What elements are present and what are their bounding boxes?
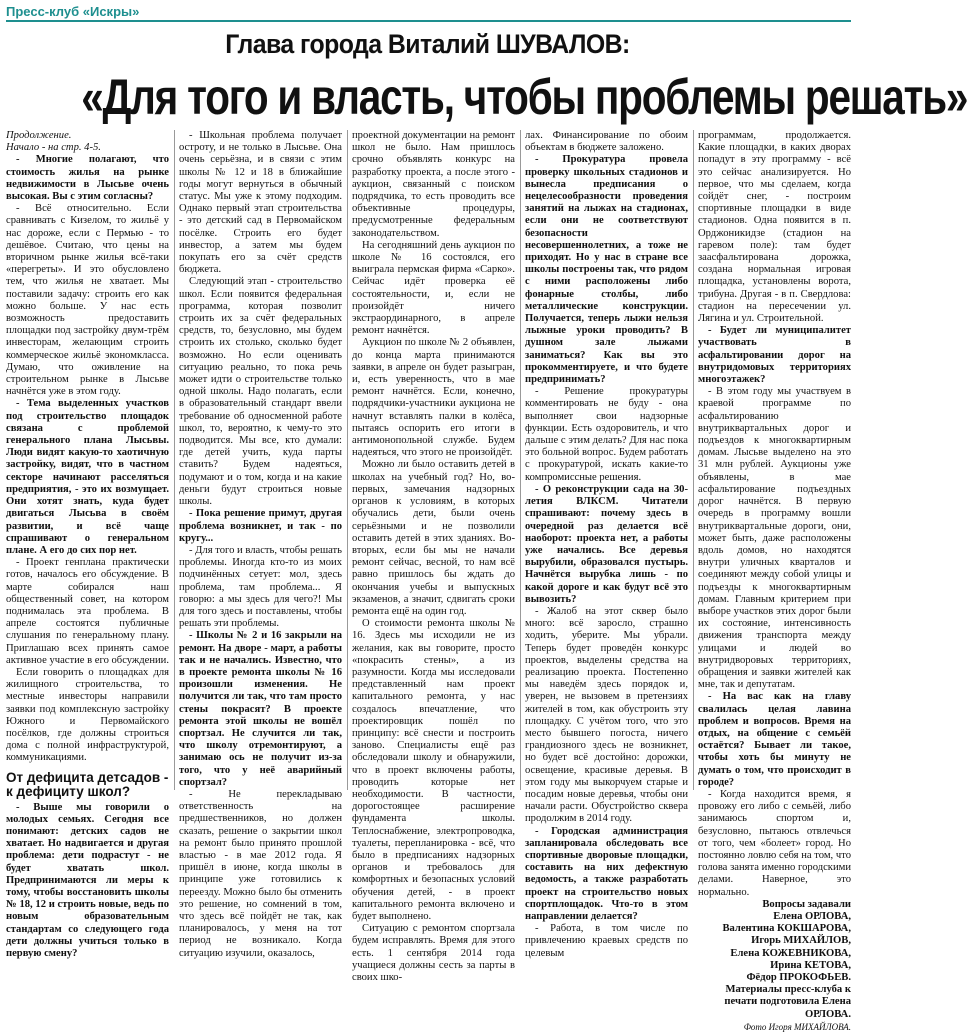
paragraph: Вопросы задавали bbox=[762, 898, 851, 910]
article-column-4 bbox=[525, 130, 688, 959]
article-column-3 bbox=[352, 130, 515, 984]
article-column-1 bbox=[6, 130, 169, 959]
article-kicker: Глава города Виталий ШУВАЛОВ: bbox=[225, 29, 630, 59]
paragraph: - Всё относительно. Если сравнивать с Кизелом, то жильё у нас дороже, если с Пермью - то дешёвое. Считаю, что цены на вторичном рынке жилья всё-таки «перегреты». И это обусловлено тем, что жилья не хватает. Мы поставили задачу: строить его как можно больше. У нас есть возможность предоставить площадки под застройку двум-трём инвесторам, желающим строить коммерческое жильё экономкласса. Думаю, что оживление на строительном рынке в Лысьве начнётся уже в этом году. bbox=[6, 203, 169, 398]
paragraph: Аукцион по школе № 2 объявлен, до конца марта принимаются заявки, в апреле он будет разыгран, и, есть уверенность, что в мае ремонт начнётся. Если, конечно, подрядчики-участники аукциона не начнут вставлять палки в колёса, пытаясь оспорить его итоги в антимонопольной службе. Будем надеяться, что этого не произойдёт. bbox=[352, 337, 515, 459]
article-headline: «Для того и власть, чтобы проблемы решать» bbox=[81, 69, 967, 125]
paragraph: Ситуацию с ремонтом спортзала будем исправлять. Время для этого есть. 1 сентября 2014 года учащиеся должны сесть за парты в своих шко- bbox=[352, 923, 515, 984]
paragraph: Фёдор ПРОКОФЬЕВ. bbox=[746, 972, 851, 984]
paragraph: Следующий этап - строительство школ. Если появится федеральная программа, которая позволит строить их за счёт федеральных средств, то, безусловно, мы будем строить их столько, сколько будет возможно. Но если оценивать ситуацию реально, то пока речь может идти о строительстве только одной школы. Надо полагать, если в образовательный стандарт ввели требование об односменной работе школ, то, вероятно, к чему-то это подводится. Мы все, кто думали: где детей учить, куда парты ставить? Будем надеяться, подумают и о том, когда и на какие деньги будут строиться новые школы. bbox=[179, 276, 342, 508]
column-rule bbox=[520, 130, 521, 790]
question-paragraph: - Тема выделенных участков под строительство площадок связана с проблемой генерального плана Лысьвы. Люди видят какую-то хаотичную застройку, видят, что в частном секторе начинают расселяться предприятия, - это их возмущает. Они хотят знать, куда будет двигаться Лысьва в своём развитии, и всё чаще спрашивают о генеральном плане. А его до сих пор нет. bbox=[6, 398, 169, 556]
question-paragraph: - На вас как на главу свалилась целая лавина проблем и вопросов. Время на отдых, на общение с семьёй остаётся? Бывает ли такое, чтобы хоть бы минуту не думать о том, что происходит в городе? bbox=[698, 691, 851, 788]
subheading: От дефицита детсадов - к дефициту школ? bbox=[6, 769, 169, 799]
paragraph: программам, продолжается. Какие площадки, в каких дворах попадут в эту программу - всё это сейчас анализируется. Но первое, что мы сделаем, когда сойдёт снег, - построим спортивные площадки в виде стадионов. Одна появится в п. Орджоникидзе (стадион на гаревом поле): там будет заасфальтирована дорожка, создана нормальная игровая площадка, установлены ворота, трибуна. Другая - в п. Свердлова: стадион на пересечении ул. Лягина и ул. Строительной. bbox=[698, 130, 851, 325]
paragraph: Елена КОЖЕВНИКОВА, bbox=[730, 947, 851, 959]
paragraph: Фото Игоря МИХАЙЛОВА. bbox=[743, 1021, 851, 1032]
question-paragraph: - Прокуратура провела проверку школьных стадионов и вынесла предписания о нецелесообразности проведения занятий на лыжах на стадионах, если они не соответствуют безопасности несовершеннолетних, а тоже не приходят. Но у нас в стране все школы построены так, что рядом с ними расположены либо фонарные столбы, либо металлические конструкции. Получается, теперь лыжи нельзя лыжные уроки проводить? В душном зале лыжами заниматься? Как вы это прокомментируете, и что будете предпринимать? bbox=[525, 154, 688, 386]
paragraph: лах. Финансирование по обоим объектам в бюджете заложено. bbox=[525, 130, 688, 154]
column-rule bbox=[693, 130, 694, 790]
paragraph: Продолжение. bbox=[6, 130, 72, 141]
question-paragraph: - Школы № 2 и 16 закрыли на ремонт. На дворе - март, а работы так и не начались. Известно, что в проекте ремонта школы № 16 произошли изменения. Не получится ли так, что там просто стены покрасят? В проекте ремонта этой школы не вошёл спортзал. Не случится ли так, что школу отремонтируют, а занимаю ось не получит из-за того, что у неё аварийный спортзал? bbox=[179, 630, 342, 788]
question-paragraph: - Городская администрация запланировала обследовать все спортивные дворовые площадки, составить на них дефектную ведомость, а также разработать проект на строительство новых спортплощадок. Что-то в этом направлении делается? bbox=[525, 825, 688, 922]
question-paragraph: - О реконструкции сада на 30-летия ВЛКСМ. Читатели спрашивают: почему здесь в очередной раз делается всё наоборот: проекта нет, а работы уже начались. Все деревья вырубили, образовался пустырь. Начнётся вырубка лишь - по какой дороге и как будут всё это вывозить? bbox=[525, 483, 688, 605]
paragraph: Елена ОРЛОВА, bbox=[773, 911, 851, 922]
paragraph: Материалы пресс-клуба к печати подготовила Елена ОРЛОВА. bbox=[724, 984, 851, 1020]
question-paragraph: - Многие полагают, что стоимость жилья на рынке недвижимости в Лысьве очень высокая. Вы с этим согласны? bbox=[6, 154, 169, 203]
paragraph: Начало - на стр. 4-5. bbox=[6, 142, 101, 154]
article-body bbox=[6, 130, 851, 1032]
paragraph: проектной документации на ремонт школ не было. Нам пришлось срочно объявлять конкурс на разработку проекта, а после этого - аукцион, связанный с поиском подрядчика, то есть проводить все объективные процедуры, предусмотренные федеральным законодательством. bbox=[352, 130, 515, 239]
paragraph: - Работа, в том числе по привлечению краевых средств по целевым bbox=[525, 923, 688, 959]
column-rule bbox=[174, 130, 175, 790]
question-paragraph: - Пока решение примут, другая проблема возникнет, и так - по кругу... bbox=[179, 508, 342, 544]
paragraph: - В этом году мы участвуем в краевой программе по асфальтированию внутриквартальных дорог и подъездов к многоквартирным домам. Лысьве выделено на это 31 млн рублей. Аукционы уже объявлены, в мае асфальтирование подъездных дорог начнётся. В первую очередь в программу вошли внутриквартальные дороги, они, может быть, даже расположены вдоль домов, но находятся внутри уличных кварталов и соединяют между собой улицы и подъезды к многоквартирным домам. Главным критерием при выборе участков этих дорог были их состояние, интенсивность движения транспорта между улицами и людей во внутридворовых территориях, обращения и заявки жителей как мне, так и депутатам. bbox=[698, 386, 851, 691]
paragraph: - Проект генплана практически готов, началось его обсуждение. В марте собирался наш общественный совет, на котором поднималась эта проблема. В апреле состоятся публичные слушания по генеральному плану. Приглашаю всех принять самое активное участие в его обсуждении. bbox=[6, 557, 169, 666]
paragraph: - Когда находится время, я провожу его либо с семьёй, либо занимаюсь спортом и, безусловно, пытаюсь отвлечься от того, чем «болеет» город. Но постоянно ловлю себя на том, что голова занята именно городскими делами. Наверное, это нормально. bbox=[698, 788, 851, 898]
column-rule bbox=[347, 130, 348, 790]
paragraph: Если говорить о площадках для жилищного строительства, то местные инвесторы направили заявки под комплексную застройку Южного и Первомайского посёлков, где должны строиться дома с полной инфраструктурой, коммуникациями. bbox=[6, 666, 169, 764]
paragraph: Можно ли было оставить детей в школах на учебный год? Но, во-первых, замечания надзорных органов к условиям, в которых обучались дети, были очень серьёзными и не позволили оставить детей в этих зданиях. Во-вторых, если бы мы не начали ремонт сейчас, весной, то нам всё равно пришлось бы ждать до окончания учебы и выпускных экзаменов, а значит, сдвигать сроки ремонта ещё на один год. bbox=[352, 459, 515, 617]
paragraph: Ирина КЕТОВА, bbox=[770, 959, 851, 971]
question-paragraph: - Будет ли муниципалитет участвовать в асфальтировании дорог на внутридомовых территориях многоэтажек? bbox=[698, 325, 851, 386]
paragraph: Валентина КОКШАРОВА, bbox=[722, 923, 851, 935]
paragraph: - Решение прокуратуры комментировать не буду - она выполняет свои надзорные функции. Есть оздоровитель, и что дальше с этим делать? Для нас пока это больной вопрос. Будем работать с прокуратурой, искать какие-то компромиссные решения. bbox=[525, 386, 688, 483]
paragraph: На сегодняшний день аукцион по школе № 16 состоялся, его выиграла пермская фирма «Сарко». Сейчас идёт проверка её состоятельности, и, если не произойдёт ничего экстраординарного, в апреле ремонт начнётся. bbox=[352, 239, 515, 337]
paragraph: - Для того и власть, чтобы решать проблемы. Иногда кто-то из моих подчинённых сетует: мол, здесь проблема, там проблема... Я говорю: а мы здесь для чего?! Мы для того здесь и поставлены, чтобы решать эти проблемы. bbox=[179, 544, 342, 630]
paragraph: Игорь МИХАЙЛОВ, bbox=[751, 935, 851, 947]
section-label: Пресс-клуб «Искры» bbox=[6, 4, 851, 22]
paragraph: - Жалоб на этот сквер было много: всё заросло, страшно ходить, уберите. Мы убрали. Теперь будет проведён конкурс проектов, выделены средства на реализацию проекта. Постепенно мы наведём здесь порядок и, уверен, не вызовем в претензиях жителей в том, как обустроить эту площадку. С учётом того, что это место бывшего погоста, ничего грандиозного здесь не возникнет, но будет всё достойно: дорожки, освещение, красивые деревья. В этом году мы выкорчуем старые и посадим новые деревья, чтобы они начали расти. Обустройство сквера продолжим в 2014 году. bbox=[525, 605, 688, 825]
paragraph: - Не перекладываю ответственность на предшественников, но должен сказать, решение о закрытии школ на ремонт было принято прошлой властью - в мае 2012 года. Я пришёл в июне, когда школы в принципе уже готовились к переезду. Можно было бы отменить это решение, но сомнений в том, что здесь всё пойдёт не так, как планировалось, у меня на тот период не возникало. Когда ситуацию изучили, оказалось, bbox=[179, 788, 342, 959]
paragraph: - Школьная проблема получает остроту, и не только в Лысьве. Она очень серьёзна, и в связи с этим школы № 12 и 18 в ближайшие годы могут вернуться в обычный статус. Мы уже к этому подходим. Однако первый этап строительства - это детский сад в Первомайском посёлке. Строить его будет инвестор, а затем мы будем покупать его за счёт средств бюджета. bbox=[179, 130, 342, 276]
question-paragraph: - Выше мы говорили о молодых семьях. Сегодня все понимают: детских садов не хватает. Но надвигается и другая проблема: дети подрастут - не будет хватать школ. Предпринимаются ли меры к тому, чтобы восстановить школы № 18, 12 и строить новые, ведь по новым образовательным стандартам со следующего года дети должны учиться только в первую смену? bbox=[6, 801, 169, 959]
paragraph: О стоимости ремонта школы № 16. Здесь мы исходили не из желания, как вы говорите, просто «покрасить стены», а из разумности. Когда мы исследовали представленный нам проект капитального ремонта, у нас создалось впечатление, что проектировщик пошёл по принципу: всё снести и построить заново. Специалисты ещё раз обследовали школу и обнаружили, что в проект включены работы, проводить которые нет необходимости. В частности, дорогостоящее расширение фундамента школы. Теплоснабжение, электропроводка, туалеты, перепланировка - всё, что было в предписаниях надзорных органов и требовалось для комфортных и безопасных условий обучения детей, - в проект капитального ремонта включено и будет выполнено. bbox=[352, 618, 515, 922]
article-column-5 bbox=[698, 130, 851, 1032]
article-column-2 bbox=[179, 130, 342, 959]
